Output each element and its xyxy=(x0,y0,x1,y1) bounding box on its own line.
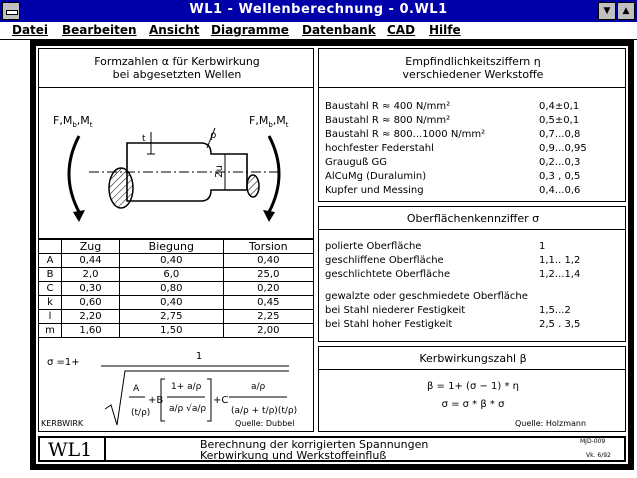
minimize-button[interactable] xyxy=(598,2,616,20)
kerbwirkungszahl-title: Kerbwirkungszahl β xyxy=(419,352,527,365)
empfind-value: 0,5±0,1 xyxy=(539,115,580,126)
empfind-material: Baustahl R ≈ 800...1000 N/mm² xyxy=(325,129,486,140)
table-row xyxy=(39,310,314,324)
table-cell: 1,60 xyxy=(62,324,120,338)
footer-line-1: Berechnung der korrigierten Spannungen xyxy=(200,438,429,451)
svg-text:1+ a/ρ: 1+ a/ρ xyxy=(171,382,202,392)
menu-hilfe[interactable]: Hilfe xyxy=(429,23,461,37)
table-cell: 0,80 xyxy=(120,282,224,296)
menu-datenbank[interactable]: Datenbank xyxy=(302,23,376,37)
table-cell: B xyxy=(39,268,62,282)
empfind-panel xyxy=(318,48,626,202)
table-header-cell xyxy=(39,240,62,254)
table-cell: 0,40 xyxy=(120,254,224,268)
table-cell: 1,50 xyxy=(120,324,224,338)
empfind-value: 0,4...0,6 xyxy=(539,185,581,196)
load-label-left: $F,M_b,M_t$ xyxy=(53,114,93,130)
oberflaeche-row-value: 1,1.. 1,2 xyxy=(539,255,581,266)
empfind-title-1: Empfindlichkeitsziffern η xyxy=(405,55,541,68)
table-row xyxy=(39,282,314,296)
table-cell: 0,20 xyxy=(223,282,313,296)
oberflaeche-title: Oberflächenkennziffer σ xyxy=(406,212,540,225)
maximize-icon: ▲ xyxy=(622,6,630,16)
svg-text:+C: +C xyxy=(213,395,229,406)
panel-label: KERBWIRK xyxy=(41,419,84,428)
empfind-material: Baustahl R ≈ 800 N/mm² xyxy=(325,115,451,126)
formzahl-title-1: Formzahlen α für Kerbwirkung xyxy=(94,55,260,68)
table-cell: l xyxy=(39,310,62,324)
formzahl-title-2: bei abgesetzten Wellen xyxy=(112,68,242,81)
table-header-cell: Torsion xyxy=(223,240,313,254)
2u-label: 2u xyxy=(213,165,225,178)
svg-text:a/ρ √a/ρ: a/ρ √a/ρ xyxy=(169,404,207,414)
empfind-value: 0,3 , 0,5 xyxy=(539,171,581,182)
table-header-cell: Zug xyxy=(62,240,120,254)
empfind-value: 0,4±0,1 xyxy=(539,101,580,112)
table-cell: 2,25 xyxy=(223,310,313,324)
window-title: WL1 - Wellenberechnung - 0.WL1 xyxy=(189,2,448,17)
table-cell: C xyxy=(39,282,62,296)
rho-label: ρ xyxy=(210,130,217,141)
formzahl-source: Quelle: Dubbel xyxy=(235,419,295,428)
title-bar xyxy=(0,0,637,22)
table-cell: 2,0 xyxy=(62,268,120,282)
table-cell: 0,30 xyxy=(62,282,120,296)
formzahl-panel xyxy=(38,48,314,432)
menu-diagramme[interactable]: Diagramme xyxy=(211,23,289,37)
oberflaeche-row-label: geschlichtete Oberfläche xyxy=(325,269,451,280)
menu-cad[interactable]: CAD xyxy=(387,23,416,37)
oberflaeche-divider xyxy=(319,229,625,230)
drawing-code: MJD-009 xyxy=(580,438,606,445)
menu-datei[interactable]: Datei xyxy=(12,23,49,37)
empfind-material: AlCuMg (Duralumin) xyxy=(325,171,427,182)
maximize-button[interactable] xyxy=(617,2,635,20)
menu-bearbeiten[interactable]: Bearbeiten xyxy=(62,23,137,37)
table-cell: 0,40 xyxy=(120,296,224,310)
table-cell: k xyxy=(39,296,62,310)
table-cell: 25,0 xyxy=(223,268,313,282)
kerbwirkungszahl-formula-2: σ = σ * β * σ xyxy=(441,399,505,410)
title-block-divider xyxy=(104,438,106,460)
table-cell: 0,44 xyxy=(62,254,120,268)
formzahl-table xyxy=(38,239,314,338)
empfind-value: 0,9...0,95 xyxy=(539,143,587,154)
menu-bar xyxy=(0,22,637,40)
svg-text:+B: +B xyxy=(148,395,164,406)
table-header-cell: Biegung xyxy=(120,240,224,254)
svg-text:A: A xyxy=(133,384,140,394)
t-label: t xyxy=(142,134,146,144)
kerbwirkungszahl-panel xyxy=(318,346,626,432)
shaft-drawing xyxy=(39,88,313,238)
empfind-title-2: verschiedener Werkstoffe xyxy=(402,68,544,81)
menu-ansicht[interactable]: Ansicht xyxy=(149,23,200,37)
oberflaeche-row-label: bei Stahl niederer Festigkeit xyxy=(325,305,466,316)
logo: WL1 xyxy=(48,439,93,461)
load-label-right: $F,M_b,M_t$ xyxy=(249,114,289,130)
oberflaeche-row-value: 1 xyxy=(539,241,546,252)
table-cell: 2,75 xyxy=(120,310,224,324)
table-row xyxy=(39,268,314,282)
empfind-material: Kupfer und Messing xyxy=(325,185,424,196)
oberflaeche-panel xyxy=(318,206,626,342)
oberflaeche-row-label: polierte Oberfläche xyxy=(325,241,422,252)
empfind-material: Baustahl R ≈ 400 N/mm² xyxy=(325,101,451,112)
table-cell: 0,45 xyxy=(223,296,313,310)
oberflaeche-row-label: bei Stahl hoher Festigkeit xyxy=(325,319,453,330)
empfind-material: hochfester Federstahl xyxy=(325,143,434,154)
table-cell: 0,40 xyxy=(223,254,313,268)
drawing-canvas xyxy=(30,40,634,470)
title-block xyxy=(38,436,626,462)
svg-text:a/ρ: a/ρ xyxy=(251,382,266,392)
empfind-material: Grauguß GG xyxy=(325,157,387,168)
formula-lhs: σ =1+ xyxy=(47,357,80,368)
empfind-value: 0,7...0,8 xyxy=(539,129,581,140)
oberflaeche-subheading: gewalzte oder geschmiedete Oberfläche xyxy=(325,291,528,302)
svg-text:(a/ρ + t/ρ)(t/ρ): (a/ρ + t/ρ)(t/ρ) xyxy=(231,406,298,416)
footer-line-2: Kerbwirkung und Werkstoffeinfluß xyxy=(200,449,387,462)
empfind-divider xyxy=(319,87,625,88)
svg-text:(t/ρ): (t/ρ) xyxy=(131,408,151,418)
drawing-frame xyxy=(36,46,628,464)
table-cell: 2,00 xyxy=(223,324,313,338)
table-row xyxy=(39,254,314,268)
table-cell: 6,0 xyxy=(120,268,224,282)
oberflaeche-row-value: 2,5 . 3,5 xyxy=(539,319,581,330)
table-cell: m xyxy=(39,324,62,338)
shaft-sketch xyxy=(39,87,313,239)
empfind-value: 0,2...0,3 xyxy=(539,157,581,168)
table-row xyxy=(39,296,314,310)
drawing-version: Vk. 6/92 xyxy=(586,452,611,459)
kerbwirkungszahl-divider xyxy=(319,369,625,370)
table-header-row xyxy=(39,240,314,254)
table-cell: A xyxy=(39,254,62,268)
oberflaeche-row-label: geschliffene Oberfläche xyxy=(325,255,444,266)
oberflaeche-row-value: 1,5...2 xyxy=(539,305,571,316)
oberflaeche-row-value: 1,2...1,4 xyxy=(539,269,581,280)
formula-numerator: 1 xyxy=(195,351,203,362)
table-row xyxy=(39,324,314,338)
table-cell: 0,60 xyxy=(62,296,120,310)
minimize-icon: ▼ xyxy=(603,6,611,16)
formzahl-formula xyxy=(39,349,313,431)
kerbwirkungszahl-source: Quelle: Holzmann xyxy=(515,419,587,428)
kerbwirkungszahl-formula-1: β = 1+ (σ − 1) * η xyxy=(427,381,519,392)
table-cell: 2,20 xyxy=(62,310,120,324)
